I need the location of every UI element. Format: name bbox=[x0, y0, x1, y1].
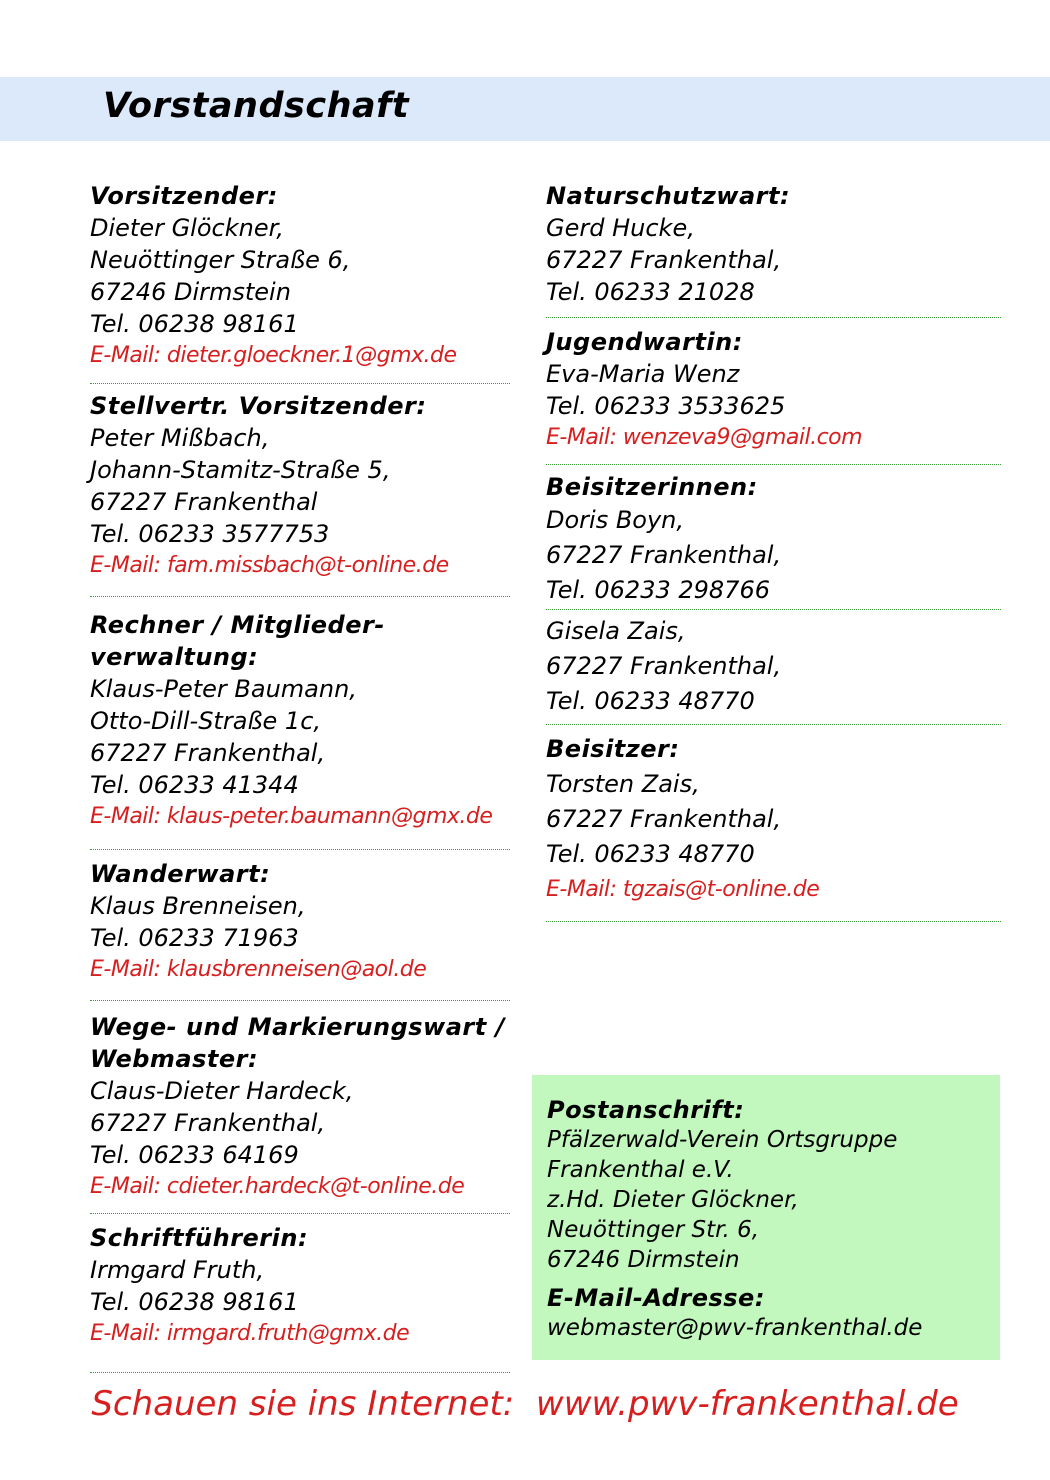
contact-email[interactable]: E-Mail: tgzais@t-online.de bbox=[546, 877, 820, 902]
contact-city: 67227 Frankenthal, bbox=[90, 1109, 326, 1137]
contact-city: 67227 Frankenthal bbox=[90, 488, 318, 516]
contact-email[interactable]: E-Mail: wenzeva9@gmail.com bbox=[546, 425, 863, 450]
role-title-continued: verwaltung: bbox=[90, 643, 259, 671]
contact-email[interactable]: E-Mail: fam.missbach@t-online.de bbox=[90, 553, 449, 578]
entry-schriftfuehrerin bbox=[90, 1222, 510, 1373]
contact-phone: Tel. 06238 98161 bbox=[90, 1288, 299, 1316]
contact-city: 67227 Frankenthal, bbox=[546, 246, 782, 274]
entry-rechner bbox=[90, 609, 510, 850]
role-title: Naturschutzwart: bbox=[546, 182, 791, 210]
role-title: Stellvertr. Vorsitzender: bbox=[90, 392, 427, 420]
role-title: Schriftführerin: bbox=[90, 1224, 309, 1252]
contact-name: Gerd Hucke, bbox=[546, 214, 695, 242]
contact-name: Klaus-Peter Baumann, bbox=[90, 675, 357, 703]
footer-url-link[interactable]: www.pwv-frankenthal.de bbox=[535, 1384, 959, 1424]
contact-email[interactable]: E-Mail: cdieter.hardeck@t-online.de bbox=[90, 1174, 465, 1199]
contact-email[interactable]: E-Mail: irmgard.fruth@gmx.de bbox=[90, 1321, 410, 1346]
contact-phone: Tel. 06233 3577753 bbox=[90, 520, 330, 548]
email-address-title: E-Mail-Adresse: bbox=[547, 1284, 765, 1312]
right-column bbox=[546, 180, 1001, 922]
footer-website bbox=[0, 1384, 1050, 1424]
postal-line: 67246 Dirmstein bbox=[547, 1247, 740, 1273]
postal-address-box bbox=[532, 1075, 1000, 1360]
contact-phone: Tel. 06233 41344 bbox=[90, 771, 299, 799]
postal-line: Neuöttinger Str. 6, bbox=[547, 1217, 760, 1243]
contact-street: Johann-Stamitz-Straße 5, bbox=[90, 456, 391, 484]
role-title: Rechner / Mitglieder- bbox=[90, 611, 385, 639]
entry-beisitzerinnen bbox=[546, 471, 1001, 610]
role-title: Beisitzer: bbox=[546, 735, 680, 763]
contact-street: Neuöttinger Straße 6, bbox=[90, 246, 351, 274]
footer-label: Schauen sie ins Internet: bbox=[91, 1384, 515, 1424]
postal-line: Frankenthal e.V. bbox=[547, 1157, 734, 1183]
entry-stellvertreter bbox=[90, 390, 510, 597]
entry-wanderwart bbox=[90, 858, 510, 1001]
contact-phone: Tel. 06233 48770 bbox=[546, 840, 755, 868]
postal-line: z.Hd. Dieter Glöckner, bbox=[547, 1187, 799, 1213]
entry-beisitzer bbox=[546, 731, 1001, 922]
contact-phone: Tel. 06233 48770 bbox=[546, 687, 755, 715]
left-column bbox=[90, 180, 510, 1373]
contact-phone: Tel. 06233 64169 bbox=[90, 1141, 299, 1169]
role-title: Vorsitzender: bbox=[90, 182, 278, 210]
contact-email[interactable]: E-Mail: klausbrenneisen@aol.de bbox=[90, 957, 427, 982]
postal-title: Postanschrift: bbox=[547, 1096, 745, 1124]
entry-beisitzerin-2 bbox=[546, 614, 1001, 725]
contact-city: 67227 Frankenthal, bbox=[90, 739, 326, 767]
contact-name: Torsten Zais, bbox=[546, 770, 700, 798]
role-title-continued: Webmaster: bbox=[90, 1045, 259, 1073]
contact-name: Claus-Dieter Hardeck, bbox=[90, 1077, 354, 1105]
entry-vorsitzender bbox=[90, 180, 510, 384]
role-title: Beisitzerinnen: bbox=[546, 473, 758, 501]
role-title: Wege- und Markierungswart / bbox=[90, 1013, 505, 1041]
contact-name: Klaus Brenneisen, bbox=[90, 892, 306, 920]
webmaster-email[interactable]: webmaster@pwv-frankenthal.de bbox=[547, 1315, 923, 1341]
contact-street: Otto-Dill-Straße 1c, bbox=[90, 707, 322, 735]
postal-line: Pfälzerwald-Verein Ortsgruppe bbox=[547, 1127, 898, 1153]
contact-name: Irmgard Fruth, bbox=[90, 1256, 265, 1284]
entry-jugendwartin bbox=[546, 326, 1001, 465]
contact-city: 67227 Frankenthal, bbox=[546, 652, 782, 680]
role-title: Wanderwart: bbox=[90, 860, 271, 888]
contact-phone: Tel. 06233 3533625 bbox=[546, 392, 786, 420]
contact-phone: Tel. 06233 298766 bbox=[546, 576, 770, 604]
page-title: Vorstandschaft bbox=[103, 86, 410, 126]
contact-name: Peter Mißbach, bbox=[90, 424, 270, 452]
entry-naturschutzwart bbox=[546, 180, 1001, 318]
entry-wegewart bbox=[90, 1011, 510, 1214]
contact-name: Gisela Zais, bbox=[546, 617, 686, 645]
contact-phone: Tel. 06233 71963 bbox=[90, 924, 299, 952]
contact-city: 67227 Frankenthal, bbox=[546, 541, 782, 569]
contact-name: Dieter Glöckner, bbox=[90, 214, 284, 242]
contact-city: 67227 Frankenthal, bbox=[546, 805, 782, 833]
contact-name: Doris Boyn, bbox=[546, 506, 685, 534]
contact-name: Eva-Maria Wenz bbox=[546, 360, 740, 388]
contact-email[interactable]: E-Mail: klaus-peter.baumann@gmx.de bbox=[90, 804, 493, 829]
contact-email[interactable]: E-Mail: dieter.gloeckner.1@gmx.de bbox=[90, 343, 457, 368]
role-title: Jugendwartin: bbox=[546, 328, 743, 356]
contact-city: 67246 Dirmstein bbox=[90, 278, 291, 306]
contact-phone: Tel. 06233 21028 bbox=[546, 278, 755, 306]
postal-content bbox=[547, 1095, 992, 1343]
contact-phone: Tel. 06238 98161 bbox=[90, 310, 299, 338]
